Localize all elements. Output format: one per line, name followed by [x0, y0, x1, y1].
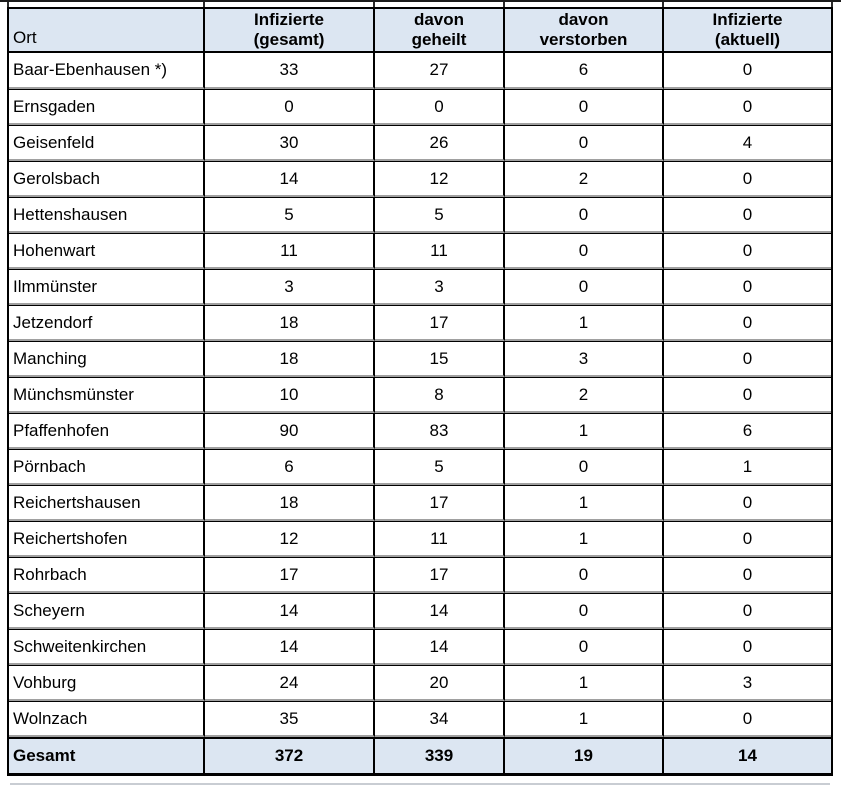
total-row	[9, 737, 831, 773]
davon-verstorben-cell: 1	[505, 413, 664, 449]
table-row	[9, 485, 831, 521]
davon-verstorben-cell: 0	[505, 629, 664, 665]
table-row	[9, 593, 831, 629]
header-line: geheilt	[411, 30, 467, 49]
total-davon-geheilt-cell: 339	[375, 737, 505, 773]
total-label-cell: Gesamt	[9, 737, 205, 773]
col-header-infizierte-gesamt	[205, 9, 375, 53]
davon-verstorben-cell: 6	[505, 53, 664, 89]
header-line: verstorben	[539, 30, 628, 49]
col-header-davon-verstorben	[505, 9, 664, 53]
header-row	[9, 9, 831, 53]
ort-cell: Manching	[9, 341, 205, 377]
davon-geheilt-cell: 0	[375, 89, 505, 125]
table-row	[9, 449, 831, 485]
infizierte-gesamt-cell: 18	[205, 485, 375, 521]
header-line: davon	[413, 10, 465, 29]
bottom-horizontal-rule	[10, 783, 830, 785]
davon-geheilt-cell: 11	[375, 233, 505, 269]
ort-cell: Rohrbach	[9, 557, 205, 593]
table-row	[9, 341, 831, 377]
davon-verstorben-cell: 0	[505, 125, 664, 161]
davon-verstorben-cell: 0	[505, 593, 664, 629]
infizierte-aktuell-cell: 4	[664, 125, 831, 161]
infizierte-gesamt-cell: 0	[205, 89, 375, 125]
davon-verstorben-cell: 2	[505, 377, 664, 413]
infizierte-aktuell-cell: 0	[664, 89, 831, 125]
davon-geheilt-cell: 34	[375, 701, 505, 737]
davon-verstorben-cell: 3	[505, 341, 664, 377]
table-row	[9, 629, 831, 665]
table-body	[9, 53, 831, 737]
table-row	[9, 305, 831, 341]
infizierte-gesamt-cell: 33	[205, 53, 375, 89]
statistics-table-frame	[7, 7, 833, 776]
infizierte-aktuell-cell: 0	[664, 485, 831, 521]
infizierte-gesamt-cell: 24	[205, 665, 375, 701]
infizierte-aktuell-cell: 0	[664, 341, 831, 377]
infizierte-gesamt-cell: 6	[205, 449, 375, 485]
infizierte-gesamt-cell: 30	[205, 125, 375, 161]
davon-geheilt-cell: 5	[375, 449, 505, 485]
infizierte-aktuell-cell: 3	[664, 665, 831, 701]
table-row	[9, 413, 831, 449]
davon-verstorben-cell: 0	[505, 197, 664, 233]
davon-geheilt-cell: 17	[375, 485, 505, 521]
infizierte-aktuell-cell: 0	[664, 557, 831, 593]
davon-verstorben-cell: 2	[505, 161, 664, 197]
ort-cell: Pörnbach	[9, 449, 205, 485]
table-row	[9, 269, 831, 305]
ort-cell: Reichertshausen	[9, 485, 205, 521]
davon-geheilt-cell: 14	[375, 593, 505, 629]
infizierte-aktuell-cell: 0	[664, 629, 831, 665]
davon-verstorben-cell: 0	[505, 269, 664, 305]
infizierte-aktuell-cell: 0	[664, 593, 831, 629]
davon-verstorben-cell: 1	[505, 701, 664, 737]
table-row	[9, 665, 831, 701]
total-davon-verstorben-cell: 19	[505, 737, 664, 773]
infection-statistics-table	[9, 9, 831, 773]
ort-cell: Wolnzach	[9, 701, 205, 737]
ort-cell: Jetzendorf	[9, 305, 205, 341]
davon-verstorben-cell: 0	[505, 557, 664, 593]
infizierte-gesamt-cell: 35	[205, 701, 375, 737]
table-row	[9, 701, 831, 737]
table-row	[9, 89, 831, 125]
davon-geheilt-cell: 5	[375, 197, 505, 233]
header-line: (gesamt)	[253, 30, 325, 49]
ort-cell: Gerolsbach	[9, 161, 205, 197]
davon-verstorben-cell: 1	[505, 521, 664, 557]
infizierte-gesamt-cell: 5	[205, 197, 375, 233]
table-row	[9, 521, 831, 557]
ort-cell: Schweitenkirchen	[9, 629, 205, 665]
infizierte-gesamt-cell: 18	[205, 341, 375, 377]
table-row	[9, 53, 831, 89]
infizierte-aktuell-cell: 0	[664, 377, 831, 413]
infizierte-gesamt-cell: 14	[205, 629, 375, 665]
davon-geheilt-cell: 14	[375, 629, 505, 665]
infizierte-gesamt-cell: 12	[205, 521, 375, 557]
infizierte-aktuell-cell: 0	[664, 197, 831, 233]
infizierte-aktuell-cell: 0	[664, 53, 831, 89]
ort-cell: Baar-Ebenhausen *)	[9, 53, 205, 89]
infizierte-gesamt-cell: 90	[205, 413, 375, 449]
total-infizierte-aktuell-cell: 14	[664, 737, 831, 773]
davon-geheilt-cell: 3	[375, 269, 505, 305]
ort-cell: Ilmmünster	[9, 269, 205, 305]
table-row	[9, 557, 831, 593]
infizierte-aktuell-cell: 0	[664, 305, 831, 341]
infizierte-gesamt-cell: 3	[205, 269, 375, 305]
davon-geheilt-cell: 17	[375, 305, 505, 341]
infizierte-gesamt-cell: 14	[205, 593, 375, 629]
infizierte-aktuell-cell: 6	[664, 413, 831, 449]
header-line: Infizierte	[254, 10, 324, 29]
davon-verstorben-cell: 0	[505, 89, 664, 125]
table-row	[9, 377, 831, 413]
col-header-infizierte-aktuell	[664, 9, 831, 53]
col-header-ort: Ort	[9, 9, 205, 53]
ort-cell: Geisenfeld	[9, 125, 205, 161]
infizierte-aktuell-cell: 0	[664, 233, 831, 269]
col-header-davon-geheilt	[375, 9, 505, 53]
infizierte-aktuell-cell: 0	[664, 521, 831, 557]
header-line: davon	[558, 10, 609, 29]
table-row	[9, 125, 831, 161]
infizierte-aktuell-cell: 0	[664, 269, 831, 305]
davon-geheilt-cell: 15	[375, 341, 505, 377]
ort-cell: Pfaffenhofen	[9, 413, 205, 449]
davon-geheilt-cell: 17	[375, 557, 505, 593]
table-row	[9, 233, 831, 269]
ort-cell: Hettenshausen	[9, 197, 205, 233]
infizierte-gesamt-cell: 11	[205, 233, 375, 269]
table-header	[9, 9, 831, 53]
infizierte-gesamt-cell: 17	[205, 557, 375, 593]
davon-geheilt-cell: 12	[375, 161, 505, 197]
davon-geheilt-cell: 27	[375, 53, 505, 89]
davon-verstorben-cell: 1	[505, 305, 664, 341]
header-line: Infizierte	[712, 10, 783, 29]
davon-geheilt-cell: 83	[375, 413, 505, 449]
infizierte-gesamt-cell: 18	[205, 305, 375, 341]
davon-verstorben-cell: 0	[505, 233, 664, 269]
ort-cell: Scheyern	[9, 593, 205, 629]
ort-cell: Vohburg	[9, 665, 205, 701]
table-row	[9, 161, 831, 197]
ort-cell: Münchsmünster	[9, 377, 205, 413]
table-footer	[9, 737, 831, 773]
infizierte-aktuell-cell: 0	[664, 161, 831, 197]
header-line: (aktuell)	[714, 30, 781, 49]
davon-verstorben-cell: 1	[505, 665, 664, 701]
top-horizontal-rule	[0, 0, 841, 2]
ort-cell: Ernsgaden	[9, 89, 205, 125]
infizierte-gesamt-cell: 14	[205, 161, 375, 197]
table-row	[9, 197, 831, 233]
ort-cell: Reichertshofen	[9, 521, 205, 557]
davon-geheilt-cell: 20	[375, 665, 505, 701]
davon-verstorben-cell: 0	[505, 449, 664, 485]
davon-geheilt-cell: 8	[375, 377, 505, 413]
ort-cell: Hohenwart	[9, 233, 205, 269]
infizierte-aktuell-cell: 0	[664, 701, 831, 737]
total-infizierte-gesamt-cell: 372	[205, 737, 375, 773]
davon-geheilt-cell: 11	[375, 521, 505, 557]
davon-verstorben-cell: 1	[505, 485, 664, 521]
infizierte-aktuell-cell: 1	[664, 449, 831, 485]
infizierte-gesamt-cell: 10	[205, 377, 375, 413]
davon-geheilt-cell: 26	[375, 125, 505, 161]
